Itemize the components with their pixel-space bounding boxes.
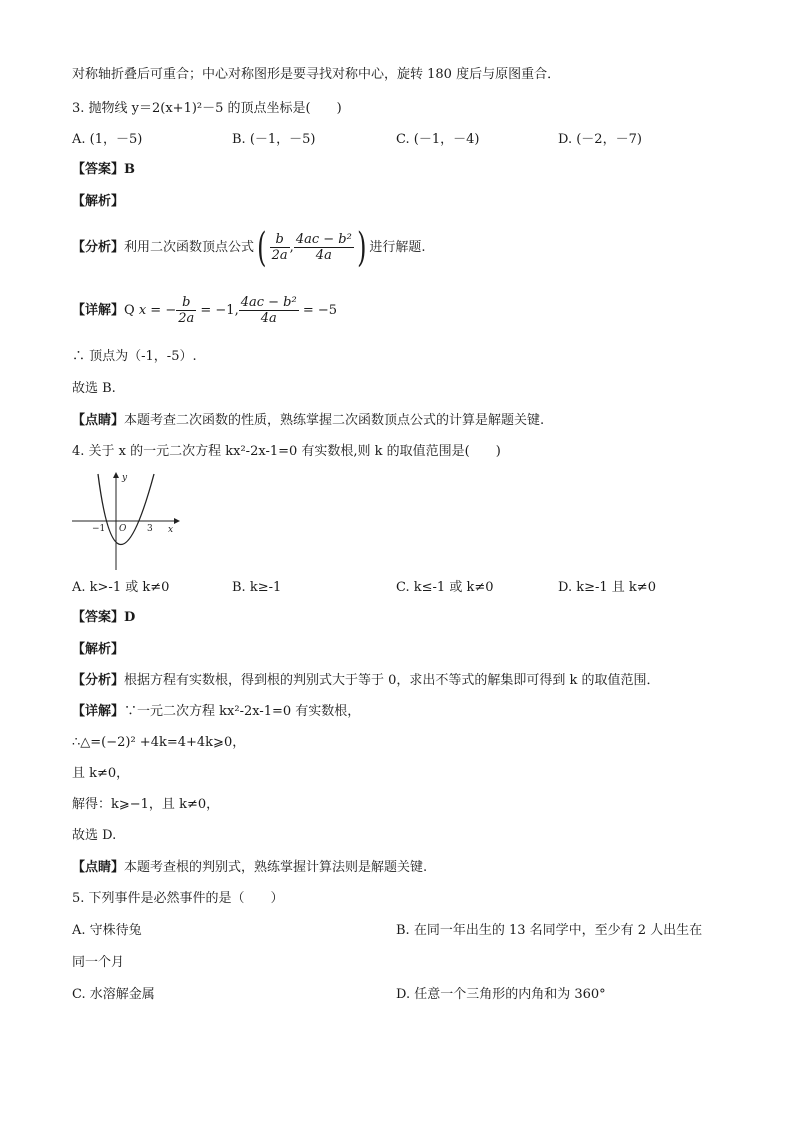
q4-step-3: 解得：k⩾−1，且 k≠0， [72, 797, 220, 812]
x-axis-arrow [174, 518, 180, 524]
q4-answer: 【答案】D [72, 610, 136, 625]
q4-option-c: C. k≤-1 或 k≠0 [396, 580, 494, 595]
fraction-denominator: 2a [271, 248, 288, 263]
intro-line: 对称轴折叠后可重合；中心对称图形是要寻找对称中心，旋转 180 度后与原图重合． [72, 67, 561, 82]
left-paren: ( [257, 224, 267, 271]
because-symbol: Q [124, 303, 135, 318]
q3-dianjing [72, 413, 544, 429]
q4-option-a: A. k>-1 或 k≠0 [72, 580, 170, 595]
fraction-numerator: 4ac − b² [295, 232, 352, 247]
q4-step-4: 故选 D. [72, 828, 117, 843]
q3-option-c: C. (－1，－4) [396, 132, 480, 147]
q5-option-d: D. 任意一个三角形的内角和为 360° [396, 987, 606, 1002]
fraction-denominator: 4a [315, 248, 332, 263]
xiangjie-label: 【详解】 [72, 303, 125, 318]
q3-option-b: B. (－1，－5) [232, 132, 316, 147]
fenxi-text: 利用二次函数顶点公式 [124, 240, 255, 255]
origin-label: O [119, 524, 127, 534]
fenxi-label: 【分析】 [72, 240, 125, 255]
x-equals: x = − [138, 303, 177, 318]
xiangjie-fraction-1 [176, 295, 196, 326]
fraction-numerator: b [176, 295, 196, 311]
y-axis-label: y [122, 473, 128, 483]
q3-option-a: A. (1，－5) [72, 132, 143, 147]
xiangjie-mid: = −1, [200, 303, 239, 318]
fenxi-tail: 进行解题. [369, 240, 426, 255]
fraction-numerator: b [270, 232, 290, 248]
xiangjie-end: = −5 [302, 303, 338, 318]
q5-option-c: C. 水溶解金属 [72, 987, 155, 1002]
q3-choose-line: 故选 B. [72, 381, 116, 396]
q5-option-b-continued: 同一个月 [72, 955, 125, 970]
fenxi-label: 【分析】 [72, 673, 125, 688]
q5-option-b: B. 在同一年出生的 13 名同学中，至少有 2 人出生在 [396, 923, 703, 938]
fenxi-text: 根据方程有实数根，得到根的判别式大于等于 0，求出不等式的解集即可得到 k 的取值范围． [124, 673, 660, 688]
xiangjie-text: ∵一元二次方程 kx²-2x-1=0 有实数根， [124, 704, 361, 719]
fraction-numerator: 4ac − b² [240, 295, 297, 310]
q4-step-2: 且 k≠0， [72, 766, 130, 781]
right-paren: ) [356, 224, 367, 271]
q4-stem: 4. 关于 x 的一元二次方程 kx²-2x-1=0 有实数根,则 k 的取值范围是( ) [72, 444, 501, 459]
q4-dianjing [72, 860, 427, 876]
dianjing-label: 【点睛】 [72, 860, 125, 875]
vertex-y-fraction [294, 232, 354, 263]
xiangjie-label: 【详解】 [72, 704, 125, 719]
q3-vertex-line: ∴ 顶点为（-1，-5）. [72, 349, 197, 364]
tick-label-neg1: −1 [92, 524, 106, 534]
q3-fenxi: 【分析】利用二次函数顶点公式( $\frac{b}{2a}$ , $\frac{\text{4ac − b²}}{4a}$ ) 进行解题. [72, 224, 426, 271]
q4-analysis-heading: 【解析】 [72, 642, 125, 657]
q3-analysis-heading: 【解析】 [72, 194, 125, 209]
q5-option-a: A. 守株待兔 [72, 923, 142, 938]
q4-option-b: B. k≥-1 [232, 580, 282, 595]
fraction-denominator: 4a [260, 311, 277, 326]
y-axis-arrow [113, 472, 119, 478]
xiangjie-fraction-2 [239, 295, 299, 326]
q4-xiangjie [72, 704, 360, 720]
q5-stem: 5. 下列事件是必然事件的是（ ） [72, 891, 284, 906]
q3-xiangjie [72, 293, 337, 329]
q3-answer: 【答案】B [72, 162, 135, 177]
dianjing-text: 本题考查根的判别式，熟练掌握计算法则是解题关键. [124, 860, 428, 875]
tick-label-3: 3 [147, 524, 153, 534]
parabola-graph [70, 470, 182, 572]
q4-step-1: ∴△=(−2)² +4k=4+4k⩾0， [72, 735, 246, 750]
vertex-x-fraction [270, 232, 290, 263]
x-axis-label: x [168, 525, 174, 535]
dianjing-text: 本题考查二次函数的性质，熟练掌握二次函数顶点公式的计算是解题关键. [124, 413, 545, 428]
q3-stem: 3. 抛物线 y＝2(x+1)²－5 的顶点坐标是( ) [72, 101, 342, 116]
q3-option-d: D. (－2，－7) [558, 132, 642, 147]
q4-fenxi [72, 673, 660, 689]
dianjing-label: 【点睛】 [72, 413, 125, 428]
q4-option-d: D. k≥-1 且 k≠0 [558, 580, 656, 595]
fraction-denominator: 2a [178, 311, 195, 326]
